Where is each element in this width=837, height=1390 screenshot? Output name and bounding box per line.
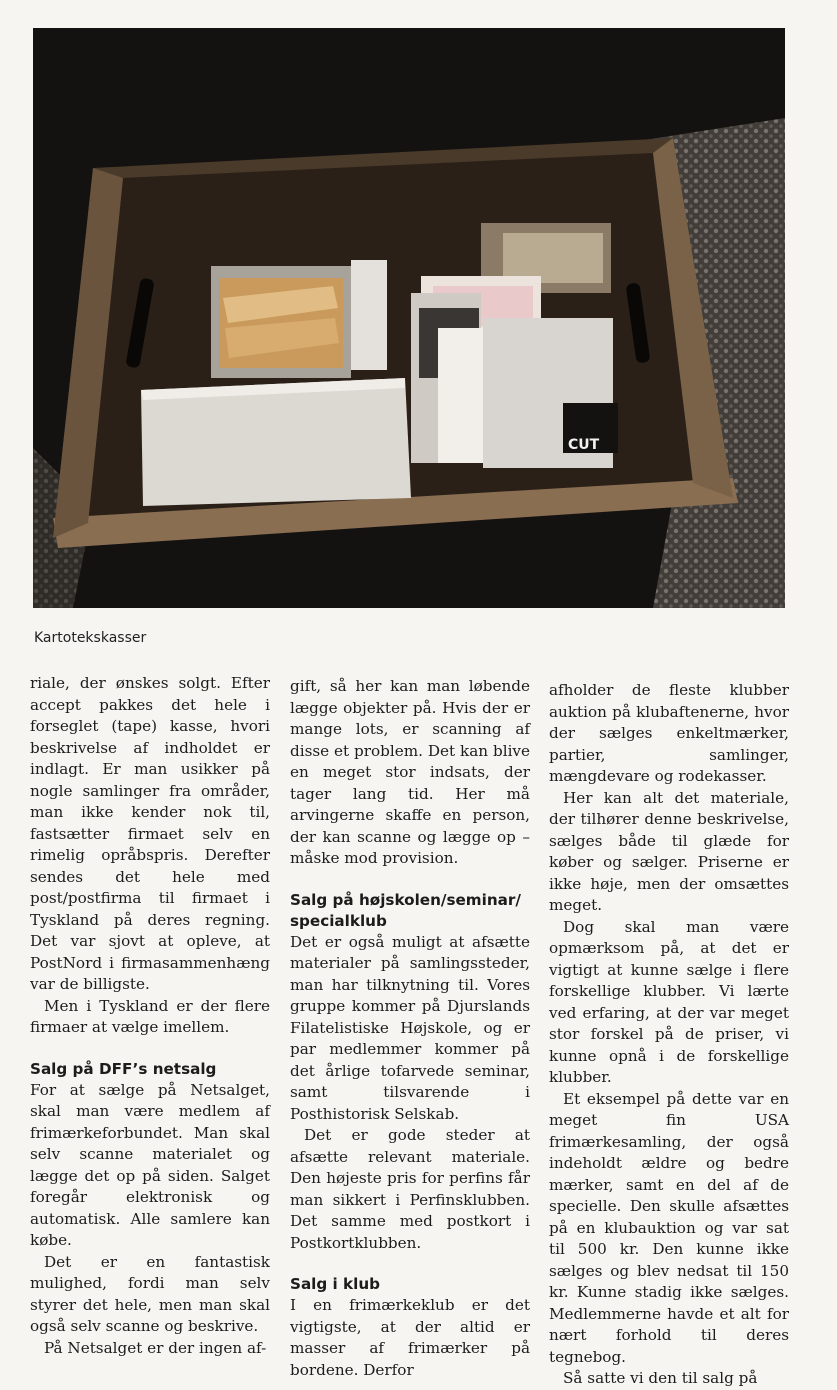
paragraph: På Netsalget er der ingen af- <box>44 1338 267 1357</box>
text-column-3 <box>549 680 789 1390</box>
paragraph: Så satte vi den til salg på <box>563 1369 758 1387</box>
cut-label: CUT <box>568 437 600 453</box>
section-heading-klub: Salg i klub <box>290 1275 381 1293</box>
paragraph: I en frimærkeklub er det vigtigste, at der altid er masser af frimærker på bordene. Derfor <box>290 1296 530 1379</box>
text-column-1 <box>30 673 270 1359</box>
text-column-2 <box>290 676 530 1381</box>
section-heading-netsalg: Salg på DFF’s netsalg <box>30 1059 217 1078</box>
section-heading-hojskole: Salg på højskolen/seminar/ specialklub <box>290 890 521 930</box>
paragraph: riale, der ønskes solgt. Efter accept pakkes det hele i forseglet (tape) kasse, hvori beskrivelse af indholdet er indlagt. Er man usikker på nogle samlinger fra områder, man ikke kender nok til, fastsætter firmaet selv en rimelig opråbspris. Derefter sendes det hele med post/postfirma til firmaet i Tyskland på deres regning. Det var sjovt at opleve, at PostNord i firmasammenhæng var de billigste. <box>30 674 270 993</box>
paragraph: For at sælge på Netsalget, skal man være medlem af frimærkeforbundet. Man skal selv scanne materialet og lægge det op på siden. Salget foregår elektronisk og automatisk. Alle samlere kan købe. <box>30 1080 270 1249</box>
photo-storage-box <box>33 28 785 608</box>
paragraph: Dog skal man være opmærksom på, at det er vigtigt at kunne sælge i flere forskellige klubber. Vi lærte ved erfaring, at der var meget stor forskel på de priser, vi kunne opnå i de forskellige klubber. <box>549 917 789 1086</box>
box-illustration <box>33 28 785 608</box>
paragraph: Det er en fantastisk mulighed, fordi man selv styrer det hele, men man skal også selv scanne og beskrive. <box>30 1252 270 1335</box>
paragraph: Her kan alt det materiale, der tilhører denne beskrivelse, sælges både til glæde for køber og sælger. Priserne er ikke høje, men der omsættes meget. <box>549 788 789 914</box>
paragraph: Det er gode steder at afsætte relevant materiale. Den højeste pris for perfins får man sikkert i Perfinsklubben. Det samme med postkort i Postkortklubben. <box>290 1126 530 1252</box>
paragraph: Et eksempel på dette var en meget fin USA frimærkesamling, der også indeholdt ældre og bedre mærker, samt en del af de specielle. Den skulle afsættes på en klubauktion og var sat til 500 kr. Den kunne ikke sælges og blev nedsat til 150 kr. Kunne stadig ikke sælges. Medlemmerne havde et alt for nært forhold til deres tegnebog. <box>549 1089 789 1366</box>
paragraph: afholder de fleste klubber auktion på klubaftenerne, hvor der sælges enkeltmærker, partier, samlinger, mængdevare og rodekasser. <box>549 681 789 785</box>
paragraph: gift, så her kan man løbende lægge objekter på. Hvis der er mange lots, er scanning af disse et problem. Det kan blive en meget stor indsats, der tager lang tid. Her må arvingerne skaffe en person, der kan scanne og lægge op – måske mod provision. <box>290 677 530 867</box>
photo-caption: Kartotekskasser <box>34 630 147 646</box>
paragraph: Men i Tyskland er der flere firmaer at vælge imellem. <box>30 996 270 1036</box>
paragraph: Det er også muligt at afsætte materialer på samlingssteder, man har tilknytning til. Vores gruppe kommer på Djurslands Filatelistiske Højskole, og er par medlemmer kommer på det årlige tofarvede seminar, samt tilsvarende i Posthistorisk Selskab. <box>290 932 530 1123</box>
